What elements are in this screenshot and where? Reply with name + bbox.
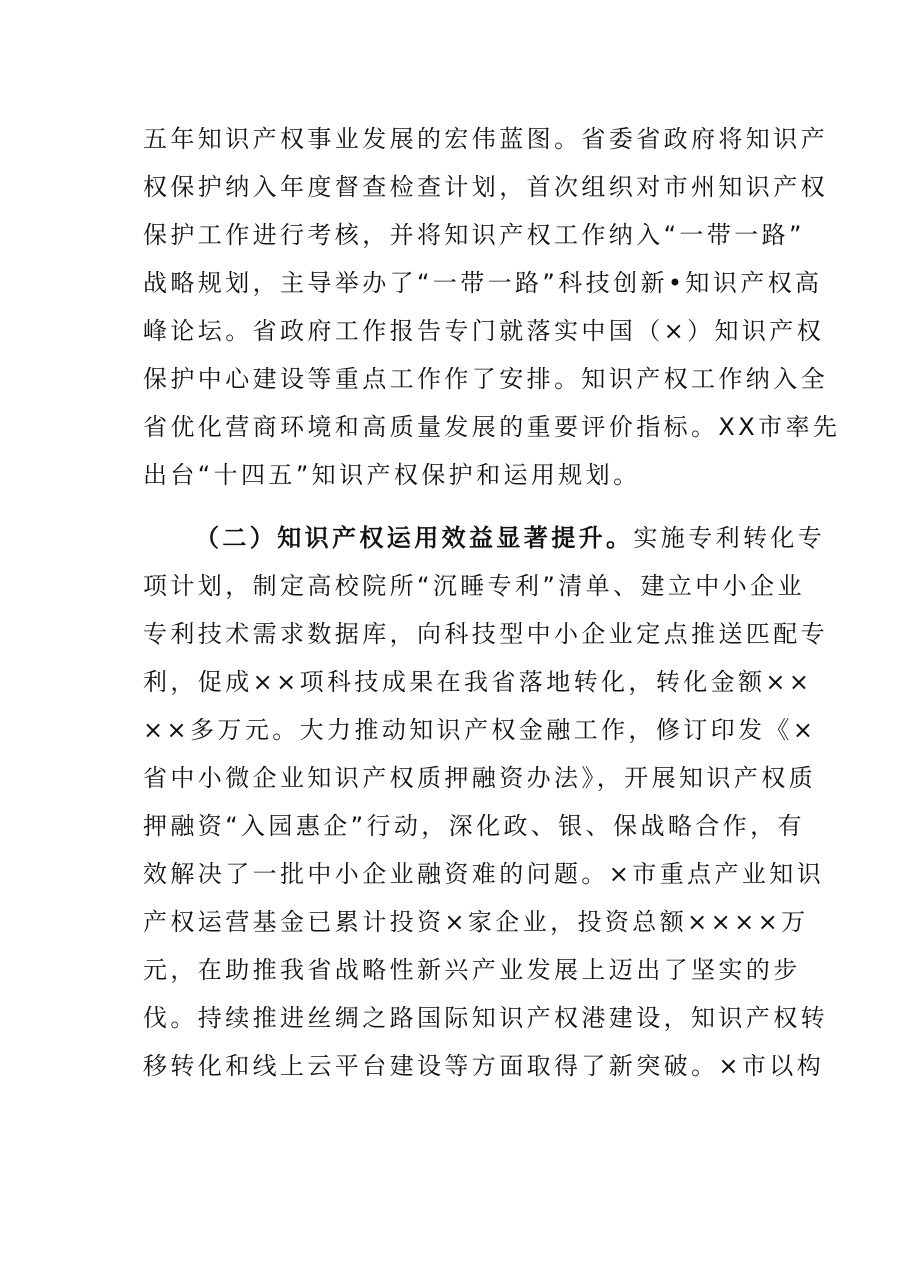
paragraph-line: 保护中心建设等重点工作作了安排。知识产权工作纳入全 xyxy=(143,365,828,393)
paragraph-line: 元，在助推我省战略性新兴产业发展上迈出了坚实的步 xyxy=(143,956,801,984)
paragraph-first-line-text: 实施专利转化专 xyxy=(633,524,826,552)
paragraph-line: 项计划，制定高校院所“沉睡专利”清单、建立中小企业 xyxy=(143,572,805,600)
paragraph-line: 专利技术需求数据库，向科技型中小企业定点推送匹配专 xyxy=(143,620,828,648)
paragraph-line: 移转化和线上云平台建设等方面取得了新突破。×市以构 xyxy=(143,1052,825,1080)
paragraph-line: ××多万元。大力推动知识产权金融工作，修订印发《× xyxy=(143,716,817,744)
paragraph-line: 效解决了一批中小企业融资难的问题。×市重点产业知识 xyxy=(143,860,825,888)
paragraph-line: 战略规划，主导举办了“一带一路”科技创新•知识产权高 xyxy=(143,269,823,297)
paragraph-line: 押融资“入园惠企”行动，深化政、银、保战略合作，有 xyxy=(143,812,805,840)
paragraph-line: 产权运营基金已累计投资×家企业，投资总额××××万 xyxy=(143,908,809,936)
paragraph-line: 利，促成××项科技成果在我省落地转化，转化金额×× xyxy=(143,668,813,696)
paragraph-line: 峰论坛。省政府工作报告专门就落实中国（×）知识产权 xyxy=(143,317,825,345)
paragraph-line: 省中小微企业知识产权质押融资办法》，开展知识产权质 xyxy=(143,764,816,792)
paragraph-line: 保护工作进行考核，并将知识产权工作纳入“一带一路” xyxy=(143,221,805,249)
paragraph-2 xyxy=(143,514,828,1090)
paragraph-1 xyxy=(143,115,841,499)
paragraph-line: 省优化营商环境和高质量发展的重要评价指标。XX市率先 xyxy=(143,413,841,441)
section-heading: （二）知识产权运用效益显著提升。 xyxy=(195,524,634,552)
paragraph-line: 五年知识产权事业发展的宏伟蓝图。省委省政府将知识产 xyxy=(143,125,828,153)
paragraph-line: 出台“十四五”知识产权保护和运用规划。 xyxy=(143,461,641,489)
paragraph-first-line xyxy=(143,514,826,562)
paragraph-line: 权保护纳入年度督查检查计划，首次组织对市州知识产权 xyxy=(143,173,828,201)
paragraph-line: 伐。持续推进丝绸之路国际知识产权港建设，知识产权转 xyxy=(143,1004,828,1032)
